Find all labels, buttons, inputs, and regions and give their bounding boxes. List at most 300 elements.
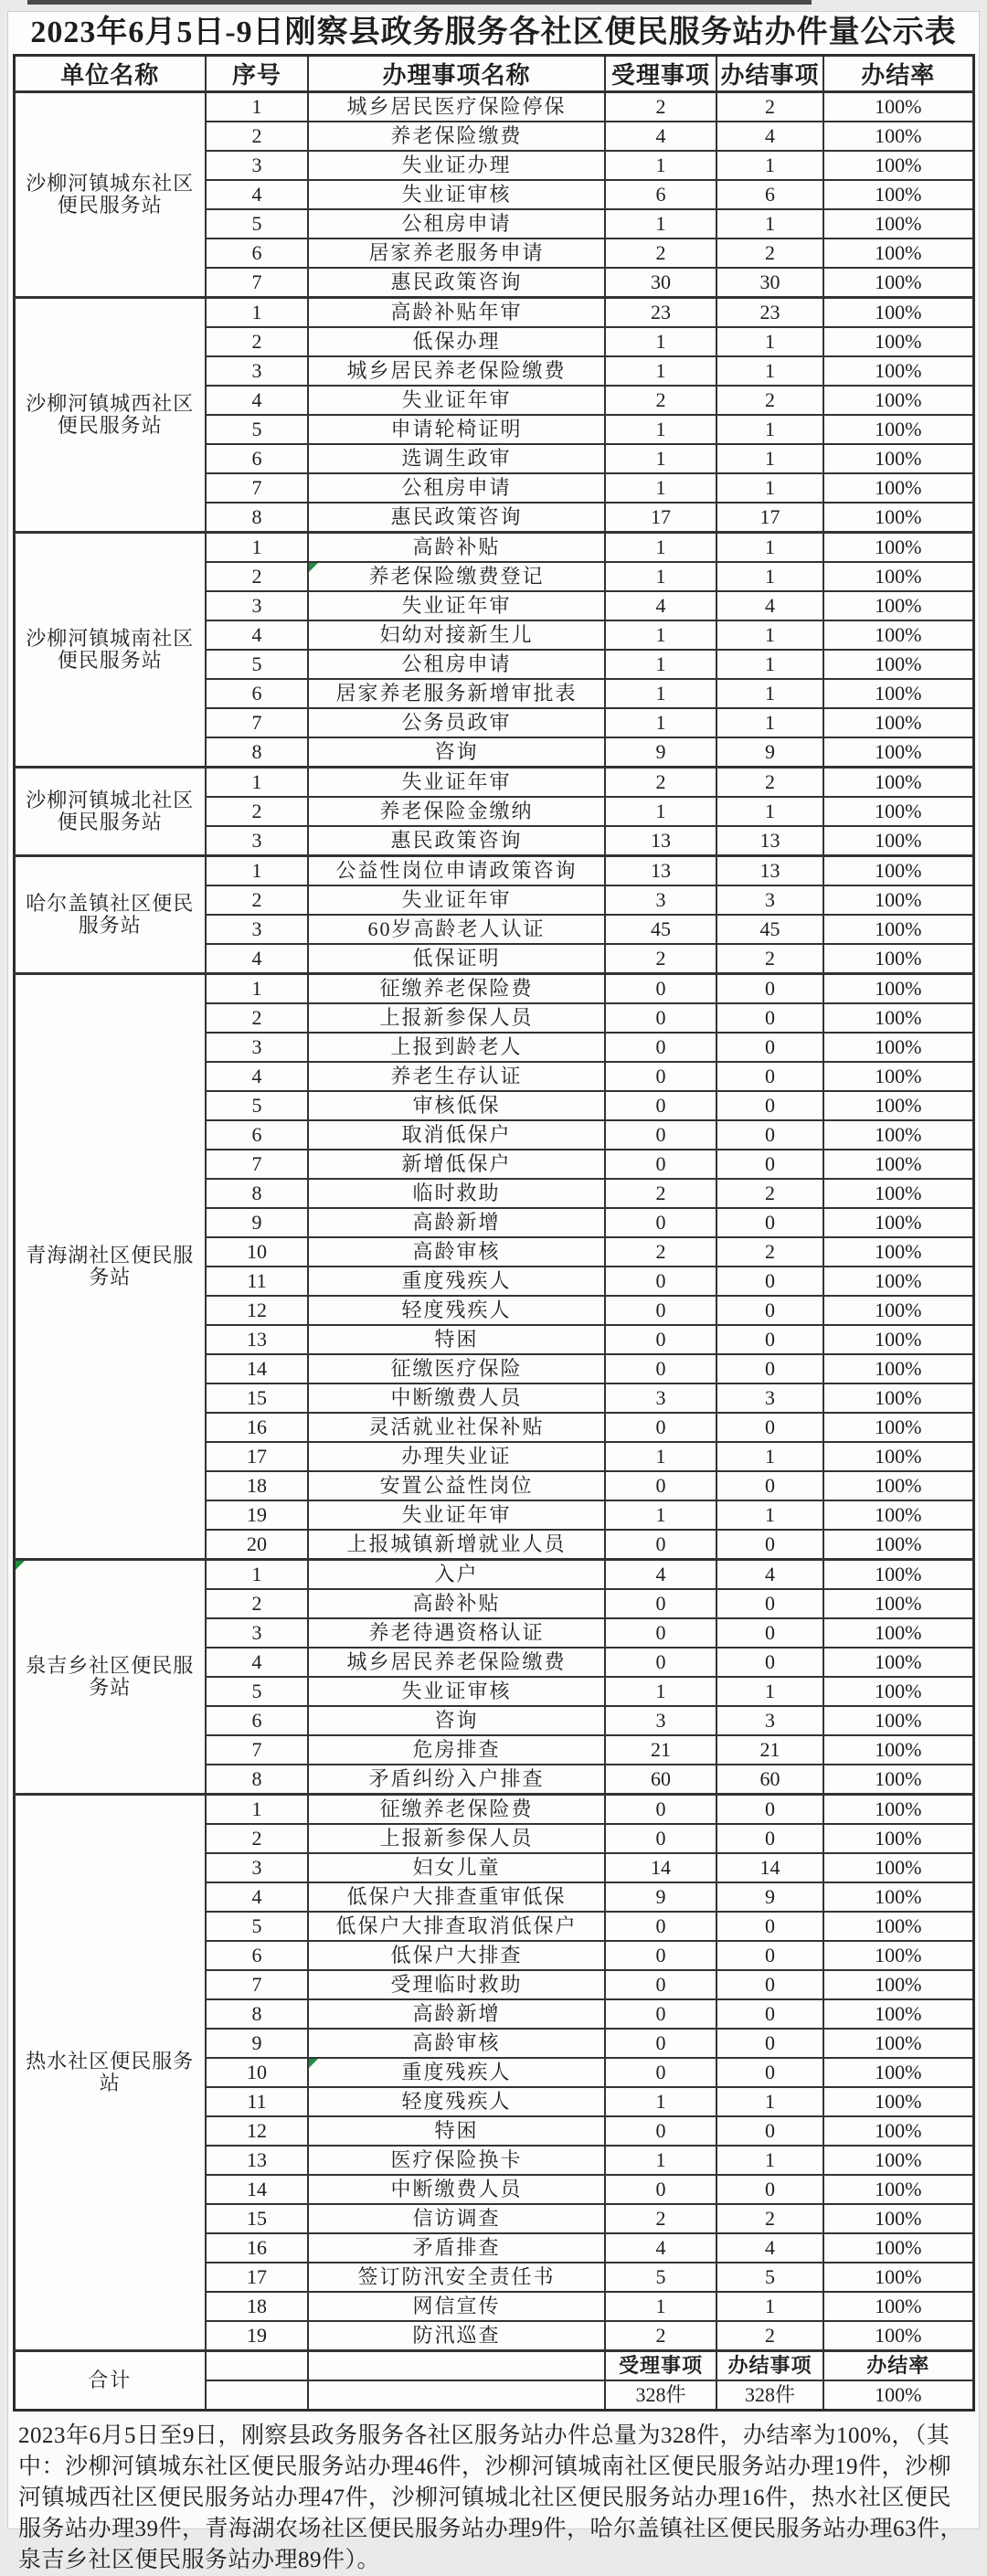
cell-serial: 12: [206, 1296, 308, 1325]
cell-serial: 12: [206, 2116, 308, 2146]
cell-completed: 0: [716, 1354, 823, 1383]
cell-item-name: 公务员政审: [308, 708, 605, 737]
cell-accepted: 0: [605, 1618, 716, 1648]
cell-serial: 13: [206, 2146, 308, 2175]
cell-item-name: 入户: [308, 1560, 605, 1590]
cell-item-name: 医疗保险换卡: [308, 2146, 605, 2175]
cell-rate: 100%: [823, 620, 973, 650]
cell-item-name: 高龄补贴: [308, 533, 605, 563]
cell-rate: 100%: [823, 2087, 973, 2116]
cell-accepted: 30: [605, 268, 716, 298]
cell-completed: 2: [716, 768, 823, 798]
cell-serial: 6: [206, 1706, 308, 1735]
cell-accepted: 1: [605, 209, 716, 239]
cell-completed: 2: [716, 944, 823, 974]
cell-rate: 100%: [823, 503, 973, 533]
cell-item-name: 受理临时救助: [308, 1970, 605, 1999]
cell-completed: 1: [716, 679, 823, 708]
cell-item-name: 公租房申请: [308, 650, 605, 679]
cell-accepted: 13: [605, 856, 716, 886]
cell-accepted: 0: [605, 1033, 716, 1062]
cell-accepted: 14: [605, 1853, 716, 1882]
cell-completed: 2: [716, 386, 823, 415]
cell-completed: 13: [716, 826, 823, 856]
table-row: [14, 1795, 973, 1825]
cell-accepted: 0: [605, 1296, 716, 1325]
cell-rate: 100%: [823, 1589, 973, 1618]
cell-completed: 45: [716, 915, 823, 944]
cell-item-name: 城乡居民养老保险缴费: [308, 356, 605, 386]
cell-rate: 100%: [823, 1033, 973, 1062]
cell-completed: 2: [716, 2204, 823, 2233]
cell-accepted: 0: [605, 1208, 716, 1237]
cell-completed: 0: [716, 1413, 823, 1442]
cell-item-name: 重度残疾人: [308, 2058, 605, 2087]
cell-completed: 1: [716, 533, 823, 563]
cell-completed: 1: [716, 1442, 823, 1471]
cell-completed: 1: [716, 708, 823, 737]
cell-accepted: 1: [605, 151, 716, 180]
cell-accepted: 2: [605, 239, 716, 268]
total-empty-cell: [206, 2351, 308, 2381]
cell-rate: 100%: [823, 1853, 973, 1882]
cell-item-name: 签订防汛安全责任书: [308, 2263, 605, 2292]
cell-accepted: 60: [605, 1765, 716, 1795]
cell-item-name: 申请轮椅证明: [308, 415, 605, 444]
cell-item-name: 惠民政策咨询: [308, 268, 605, 298]
report-table: [13, 54, 975, 2412]
cell-item-name: 低保证明: [308, 944, 605, 974]
cell-completed: 0: [716, 1150, 823, 1179]
cell-serial: 5: [206, 1677, 308, 1706]
cell-rate: 100%: [823, 1970, 973, 1999]
cell-accepted: 0: [605, 1354, 716, 1383]
cell-item-name: 选调生政审: [308, 444, 605, 473]
cell-serial: 3: [206, 1853, 308, 1882]
cell-completed: 2: [716, 92, 823, 122]
cell-completed: 0: [716, 1648, 823, 1677]
cell-rate: 100%: [823, 327, 973, 356]
cell-completed: 0: [716, 1912, 823, 1941]
cell-item-name: 公租房申请: [308, 473, 605, 503]
cell-item-name: 失业证审核: [308, 180, 605, 209]
cell-accepted: 1: [605, 562, 716, 591]
cell-item-name: 中断缴费人员: [308, 1383, 605, 1413]
cell-item-name: 取消低保户: [308, 1120, 605, 1150]
cell-rate: 100%: [823, 944, 973, 974]
cell-item-name: 高龄补贴: [308, 1589, 605, 1618]
cell-completed: 1: [716, 415, 823, 444]
cell-rate: 100%: [823, 1500, 973, 1530]
cell-completed: 23: [716, 298, 823, 328]
cell-item-name: 低保户大排查: [308, 1941, 605, 1970]
total-row: [14, 2351, 973, 2381]
cell-serial: 3: [206, 356, 308, 386]
col-header-item-name: 办理事项名称: [308, 56, 605, 92]
cell-item-name: 特困: [308, 1325, 605, 1354]
cell-completed: 4: [716, 122, 823, 151]
cell-rate: 100%: [823, 1237, 973, 1267]
cell-accepted: 1: [605, 2292, 716, 2321]
cell-accepted: 0: [605, 2175, 716, 2204]
cell-completed: 0: [716, 974, 823, 1004]
cell-item-name: 失业证年审: [308, 885, 605, 915]
cell-serial: 2: [206, 797, 308, 826]
cell-accepted: 17: [605, 503, 716, 533]
cell-completed: 3: [716, 1706, 823, 1735]
table-row: [14, 1560, 973, 1590]
cell-rate: 100%: [823, 415, 973, 444]
cell-rate: 100%: [823, 1882, 973, 1912]
cell-item-name: 轻度残疾人: [308, 1296, 605, 1325]
cell-serial: 8: [206, 1999, 308, 2029]
col-header-rate: 办结率: [823, 56, 973, 92]
cell-completed: 3: [716, 885, 823, 915]
cell-serial: 3: [206, 915, 308, 944]
cell-rate: 100%: [823, 473, 973, 503]
cell-serial: 7: [206, 1150, 308, 1179]
cell-completed: 60: [716, 1765, 823, 1795]
cell-rate: 100%: [823, 2321, 973, 2351]
cell-item-name: 重度残疾人: [308, 1267, 605, 1296]
cell-rate: 100%: [823, 2116, 973, 2146]
cell-accepted: 1: [605, 327, 716, 356]
cell-accepted: 6: [605, 180, 716, 209]
cell-serial: 3: [206, 826, 308, 856]
cell-rate: 100%: [823, 2146, 973, 2175]
cell-item-name: 矛盾纠纷入户排查: [308, 1765, 605, 1795]
cell-completed: 0: [716, 1003, 823, 1033]
cell-completed: 4: [716, 591, 823, 620]
cell-completed: 3: [716, 1383, 823, 1413]
cell-completed: 1: [716, 209, 823, 239]
cell-serial: 6: [206, 1941, 308, 1970]
cell-item-name: 失业证年审: [308, 1500, 605, 1530]
cell-completed: 2: [716, 1179, 823, 1208]
cell-item-name: 信访调查: [308, 2204, 605, 2233]
col-header-completed: 办结事项: [716, 56, 823, 92]
table-body: [14, 92, 973, 2411]
cell-completed: 17: [716, 503, 823, 533]
col-header-accepted: 受理事项: [605, 56, 716, 92]
cell-item-name: 咨询: [308, 737, 605, 768]
table-row: [14, 974, 973, 1004]
cell-rate: 100%: [823, 708, 973, 737]
cell-rate: 100%: [823, 2175, 973, 2204]
cell-serial: 2: [206, 1003, 308, 1033]
cell-unit-name: 沙柳河镇城东社区便民服务站: [14, 92, 206, 298]
cell-rate: 100%: [823, 1765, 973, 1795]
cell-completed: 1: [716, 2292, 823, 2321]
cell-completed: 1: [716, 650, 823, 679]
cell-accepted: 1: [605, 679, 716, 708]
cell-item-name: 城乡居民医疗保险停保: [308, 92, 605, 122]
cell-accepted: 1: [605, 444, 716, 473]
cell-serial: 1: [206, 1795, 308, 1825]
cell-rate: 100%: [823, 1383, 973, 1413]
cell-accepted: 0: [605, 1824, 716, 1853]
cell-serial: 14: [206, 1354, 308, 1383]
cell-item-name: 灵活就业社保补贴: [308, 1413, 605, 1442]
cell-item-name: 征缴养老保险费: [308, 974, 605, 1004]
cell-completed: 4: [716, 1560, 823, 1590]
cell-unit-name: 泉吉乡社区便民服务站: [14, 1560, 206, 1795]
cell-accepted: 0: [605, 2058, 716, 2087]
cell-rate: 100%: [823, 1706, 973, 1735]
cell-rate: 100%: [823, 650, 973, 679]
cell-accepted: 1: [605, 2146, 716, 2175]
cell-accepted: 0: [605, 1003, 716, 1033]
cell-serial: 7: [206, 1970, 308, 1999]
cell-serial: 15: [206, 1383, 308, 1413]
cell-rate: 100%: [823, 386, 973, 415]
cell-accepted: 0: [605, 1150, 716, 1179]
cell-item-name: 养老待遇资格认证: [308, 1618, 605, 1648]
cell-completed: 1: [716, 797, 823, 826]
cell-rate: 100%: [823, 209, 973, 239]
cell-rate: 100%: [823, 915, 973, 944]
cell-accepted: 2: [605, 2321, 716, 2351]
cell-serial: 4: [206, 1062, 308, 1091]
cell-accepted: 2: [605, 768, 716, 798]
cell-serial: 2: [206, 885, 308, 915]
cell-rate: 100%: [823, 591, 973, 620]
cell-unit-name: 沙柳河镇城北社区便民服务站: [14, 768, 206, 856]
cell-accepted: 1: [605, 797, 716, 826]
cell-completed: 0: [716, 1999, 823, 2029]
cell-rate: 100%: [823, 1471, 973, 1500]
cell-accepted: 0: [605, 1091, 716, 1120]
cell-accepted: 2: [605, 944, 716, 974]
cell-completed: 0: [716, 1589, 823, 1618]
cell-serial: 7: [206, 708, 308, 737]
cell-completed: 0: [716, 2058, 823, 2087]
header-row: [14, 56, 973, 92]
total-repeat-header-cell: 办结事项: [716, 2351, 823, 2381]
cell-serial: 18: [206, 1471, 308, 1500]
cell-item-name: 安置公益性岗位: [308, 1471, 605, 1500]
total-label-cell: 合计: [14, 2351, 206, 2411]
cell-serial: 9: [206, 2029, 308, 2058]
cell-rate: 100%: [823, 856, 973, 886]
cell-item-name: 养老保险缴费: [308, 122, 605, 151]
total-value-cell: 100%: [823, 2380, 973, 2411]
cell-rate: 100%: [823, 151, 973, 180]
cell-rate: 100%: [823, 356, 973, 386]
cell-rate: 100%: [823, 1354, 973, 1383]
cell-accepted: 3: [605, 1383, 716, 1413]
cell-completed: 1: [716, 620, 823, 650]
cell-serial: 2: [206, 562, 308, 591]
cell-accepted: 0: [605, 1999, 716, 2029]
cell-serial: 20: [206, 1530, 308, 1560]
cell-rate: 100%: [823, 122, 973, 151]
cell-accepted: 3: [605, 1706, 716, 1735]
cell-item-name: 办理失业证: [308, 1442, 605, 1471]
cell-serial: 2: [206, 1824, 308, 1853]
cell-accepted: 0: [605, 2116, 716, 2146]
cell-rate: 100%: [823, 1267, 973, 1296]
cell-serial: 6: [206, 239, 308, 268]
cell-rate: 100%: [823, 797, 973, 826]
cell-completed: 14: [716, 1853, 823, 1882]
cell-serial: 9: [206, 1208, 308, 1237]
cell-completed: 0: [716, 1618, 823, 1648]
cell-completed: 4: [716, 2233, 823, 2263]
cell-item-name: 高龄审核: [308, 2029, 605, 2058]
cell-item-name: 公益性岗位申请政策咨询: [308, 856, 605, 886]
cell-accepted: 2: [605, 2204, 716, 2233]
cell-item-name: 低保户大排查重审低保: [308, 1882, 605, 1912]
cell-completed: 1: [716, 1677, 823, 1706]
cell-serial: 4: [206, 386, 308, 415]
cell-accepted: 0: [605, 1530, 716, 1560]
cell-accepted: 0: [605, 2029, 716, 2058]
cell-accepted: 4: [605, 591, 716, 620]
cell-rate: 100%: [823, 1648, 973, 1677]
cell-serial: 1: [206, 92, 308, 122]
cell-completed: 0: [716, 1033, 823, 1062]
cell-rate: 100%: [823, 826, 973, 856]
table-row: [14, 298, 973, 328]
cell-completed: 0: [716, 1296, 823, 1325]
cell-item-name: 惠民政策咨询: [308, 826, 605, 856]
cell-serial: 2: [206, 327, 308, 356]
cell-serial: 16: [206, 1413, 308, 1442]
cell-item-name: 网信宣传: [308, 2292, 605, 2321]
comment-marker-icon: [16, 1561, 25, 1570]
cell-serial: 6: [206, 444, 308, 473]
cell-completed: 0: [716, 2116, 823, 2146]
cell-item-name: 轻度残疾人: [308, 2087, 605, 2116]
cell-rate: 100%: [823, 1325, 973, 1354]
cell-accepted: 4: [605, 2233, 716, 2263]
cell-completed: 0: [716, 1471, 823, 1500]
cell-item-name: 养老生存认证: [308, 1062, 605, 1091]
cell-accepted: 45: [605, 915, 716, 944]
cell-completed: 1: [716, 444, 823, 473]
cell-rate: 100%: [823, 1150, 973, 1179]
cell-completed: 9: [716, 737, 823, 768]
cell-completed: 0: [716, 1208, 823, 1237]
cell-completed: 6: [716, 180, 823, 209]
cell-completed: 0: [716, 1267, 823, 1296]
cell-serial: 3: [206, 151, 308, 180]
cell-accepted: 13: [605, 826, 716, 856]
cell-item-name: 惠民政策咨询: [308, 503, 605, 533]
cell-accepted: 3: [605, 885, 716, 915]
cell-completed: 0: [716, 2175, 823, 2204]
cell-completed: 1: [716, 562, 823, 591]
cell-item-name: 低保户大排查取消低保户: [308, 1912, 605, 1941]
cell-serial: 7: [206, 1735, 308, 1765]
cell-completed: 0: [716, 2029, 823, 2058]
cell-serial: 1: [206, 856, 308, 886]
comment-marker-icon: [309, 563, 318, 572]
cell-serial: 7: [206, 268, 308, 298]
cell-rate: 100%: [823, 1795, 973, 1825]
cell-completed: 1: [716, 1500, 823, 1530]
cell-completed: 2: [716, 2321, 823, 2351]
cell-item-name: 防汛巡查: [308, 2321, 605, 2351]
cell-rate: 100%: [823, 1560, 973, 1590]
cell-accepted: 5: [605, 2263, 716, 2292]
cell-completed: 2: [716, 239, 823, 268]
cell-accepted: 1: [605, 533, 716, 563]
total-repeat-header-cell: 受理事项: [605, 2351, 716, 2381]
cell-serial: 8: [206, 1179, 308, 1208]
cell-item-name: 失业证审核: [308, 1677, 605, 1706]
cell-serial: 11: [206, 2087, 308, 2116]
cell-rate: 100%: [823, 444, 973, 473]
cell-completed: 1: [716, 327, 823, 356]
cell-completed: 1: [716, 151, 823, 180]
cell-item-name: 新增低保户: [308, 1150, 605, 1179]
cell-rate: 100%: [823, 1442, 973, 1471]
cell-completed: 5: [716, 2263, 823, 2292]
cell-item-name: 上报到龄老人: [308, 1033, 605, 1062]
cell-item-name: 低保办理: [308, 327, 605, 356]
cell-accepted: 1: [605, 473, 716, 503]
cell-completed: 0: [716, 1824, 823, 1853]
cell-item-name: 失业证年审: [308, 591, 605, 620]
cell-rate: 100%: [823, 2233, 973, 2263]
table-row: [14, 768, 973, 798]
cell-rate: 100%: [823, 1003, 973, 1033]
cell-item-name: 城乡居民养老保险缴费: [308, 1648, 605, 1677]
cell-accepted: 0: [605, 1970, 716, 1999]
cell-rate: 100%: [823, 298, 973, 328]
total-empty-cell: [308, 2351, 605, 2381]
cell-item-name: 失业证年审: [308, 386, 605, 415]
cell-item-name: 临时救助: [308, 1179, 605, 1208]
cell-rate: 100%: [823, 1618, 973, 1648]
cell-serial: 10: [206, 2058, 308, 2087]
cell-accepted: 1: [605, 620, 716, 650]
cell-accepted: 1: [605, 1500, 716, 1530]
cell-rate: 100%: [823, 562, 973, 591]
cell-item-name: 征缴养老保险费: [308, 1795, 605, 1825]
cell-accepted: 1: [605, 2087, 716, 2116]
cell-serial: 2: [206, 122, 308, 151]
cell-serial: 14: [206, 2175, 308, 2204]
cell-item-name: 中断缴费人员: [308, 2175, 605, 2204]
cell-completed: 1: [716, 356, 823, 386]
cell-item-name: 居家养老服务新增审批表: [308, 679, 605, 708]
cell-serial: 5: [206, 1091, 308, 1120]
cell-accepted: 0: [605, 1062, 716, 1091]
cell-serial: 19: [206, 2321, 308, 2351]
cell-rate: 100%: [823, 239, 973, 268]
cell-serial: 17: [206, 2263, 308, 2292]
cell-rate: 100%: [823, 1091, 973, 1120]
cell-serial: 6: [206, 679, 308, 708]
cell-serial: 11: [206, 1267, 308, 1296]
summary-note: 2023年6月5日至9日，刚察县政务服务各社区服务站办件总量为328件，办结率为100%，（其中：沙柳河镇城东社区便民服务站办理46件，沙柳河镇城南社区便民服务站办理19件，沙柳河镇城西社区便民服务站办理47件，沙柳河镇城北社区便民服务站办理16件，热水社区便民服务站办理39件，青海湖农场社区便民服务站办理9件，哈尔盖镇社区便民服务站办理63件，泉吉乡社区便民服务站办理89件）。: [18, 2423, 964, 2572]
cell-serial: 1: [206, 974, 308, 1004]
cell-accepted: 1: [605, 356, 716, 386]
cell-item-name: 上报城镇新增就业人员: [308, 1530, 605, 1560]
cell-item-name: 公租房申请: [308, 209, 605, 239]
cell-accepted: 0: [605, 1120, 716, 1150]
cell-rate: 100%: [823, 1413, 973, 1442]
cell-rate: 100%: [823, 1179, 973, 1208]
cell-rate: 100%: [823, 1120, 973, 1150]
cell-accepted: 2: [605, 386, 716, 415]
document-sheet: [7, 11, 980, 2572]
cell-serial: 6: [206, 1120, 308, 1150]
cell-serial: 13: [206, 1325, 308, 1354]
